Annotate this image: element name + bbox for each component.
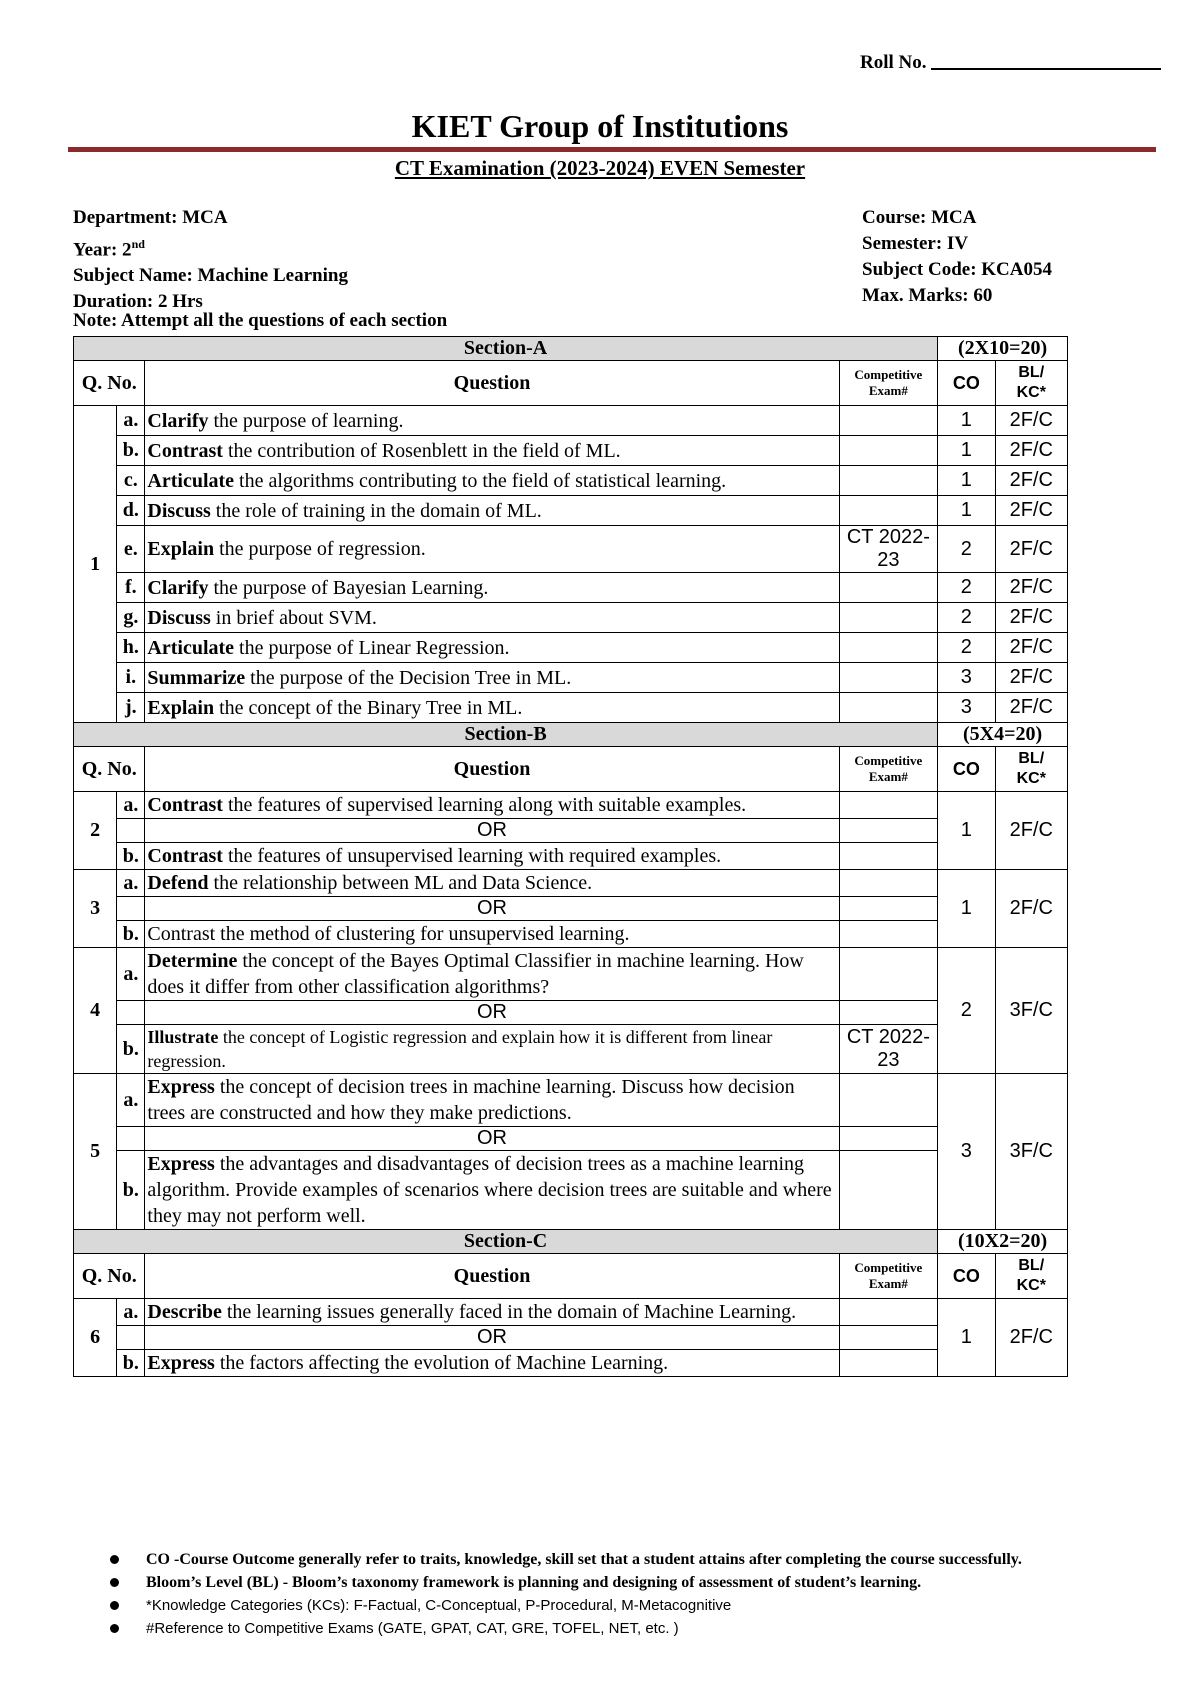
or-label: OR (145, 897, 839, 921)
section-marks: (2X10=20) (938, 337, 1068, 361)
meta-left (73, 205, 348, 315)
question-number: 6 (74, 1299, 117, 1377)
question-row (74, 693, 1068, 723)
or-label: OR (145, 1326, 839, 1350)
question-row (74, 870, 1068, 897)
course-outcome: 2 (938, 526, 995, 573)
sub-question-label: j. (117, 693, 145, 723)
question-body: the concept of the Binary Tree in ML. (214, 696, 523, 719)
exam-title: CT Examination (2023-2024) EVEN Semester (394, 156, 806, 180)
question-row (74, 948, 1068, 1001)
question-row (74, 1151, 1068, 1230)
blooms-level: 2F/C (995, 436, 1068, 466)
question-row (74, 633, 1068, 663)
question-text (145, 406, 839, 436)
roll-number-label: Roll No. (860, 52, 927, 73)
or-label: OR (145, 1127, 839, 1151)
competitive-exam-ref (839, 792, 938, 819)
blooms-level: 2F/C (995, 603, 1068, 633)
competitive-exam-ref (839, 603, 938, 633)
course-outcome: 1 (938, 436, 995, 466)
question-row (74, 603, 1068, 633)
col-competitive-exam: Competitive Exam# (839, 361, 938, 406)
question-body: the relationship between ML and Data Science. (208, 872, 593, 894)
col-qno: Q. No. (74, 747, 145, 792)
question-row (74, 406, 1068, 436)
institution-title: KIET Group of Institutions (411, 108, 789, 144)
competitive-exam-ref (839, 406, 938, 436)
question-row (74, 573, 1068, 603)
col-question: Question (145, 747, 839, 792)
question-text (145, 1025, 839, 1074)
question-body: Contrast the method of clustering for unsupervised learning. (147, 923, 630, 945)
blooms-level: 3F/C (995, 948, 1068, 1074)
blooms-level: 2F/C (995, 466, 1068, 496)
section-title: Section-A (74, 337, 938, 361)
competitive-exam-ref (839, 573, 938, 603)
column-header (74, 747, 1068, 792)
or-spacer (839, 1127, 938, 1151)
question-text (145, 948, 839, 1001)
blooms-level: 2F/C (995, 526, 1068, 573)
question-verb: Explain (147, 538, 215, 560)
column-header (74, 1254, 1068, 1299)
year: Year: 2nd (73, 237, 145, 261)
question-row (74, 466, 1068, 496)
sub-question-label: a. (117, 948, 145, 1001)
or-label: OR (145, 1001, 839, 1025)
sub-question-label: e. (117, 526, 145, 573)
sub-question-label: g. (117, 603, 145, 633)
or-spacer (839, 1001, 938, 1025)
question-verb: Contrast (147, 439, 223, 462)
question-verb: Express (147, 1153, 215, 1175)
question-body: the algorithms contributing to the field of statistical learning. (234, 469, 727, 492)
sub-question-label: b. (117, 436, 145, 466)
sub-question-label: a. (117, 1299, 145, 1326)
or-spacer (117, 897, 145, 921)
question-body: the factors affecting the evolution of Machine Learning. (214, 1352, 669, 1374)
col-competitive-exam: Competitive Exam# (839, 747, 938, 792)
or-row (74, 1127, 1068, 1151)
col-co: CO (938, 1254, 995, 1299)
question-verb: Describe (147, 1301, 222, 1323)
question-text (145, 1350, 839, 1377)
question-body: the role of training in the domain of ML. (210, 499, 542, 522)
competitive-exam-ref: CT 2022-23 (839, 526, 938, 573)
or-spacer (117, 1001, 145, 1025)
sub-question-label: b. (117, 1350, 145, 1377)
sub-question-label: b. (117, 1151, 145, 1230)
sub-question-label: a. (117, 870, 145, 897)
question-body: the purpose of Bayesian Learning. (208, 576, 489, 599)
question-number: 1 (74, 406, 117, 723)
question-row (74, 843, 1068, 870)
question-verb: Summarize (147, 666, 246, 689)
question-verb: Determine (147, 950, 238, 972)
question-text (145, 1151, 839, 1230)
question-number: 4 (74, 948, 117, 1074)
question-row (74, 436, 1068, 466)
question-text (145, 633, 839, 663)
question-body: the features of unsupervised learning with required examples. (222, 845, 722, 867)
course-outcome: 1 (938, 466, 995, 496)
sub-question-label: a. (117, 792, 145, 819)
question-text (145, 436, 839, 466)
question-paper-table (73, 336, 1068, 1377)
question-verb: Articulate (147, 469, 235, 492)
competitive-exam-ref (839, 663, 938, 693)
question-verb: Clarify (147, 409, 209, 432)
question-row (74, 1074, 1068, 1127)
col-bl-kc: BL/ KC* (995, 361, 1068, 406)
col-bl-kc: BL/ KC* (995, 1254, 1068, 1299)
question-row (74, 921, 1068, 948)
col-qno: Q. No. (74, 361, 145, 406)
question-body: the purpose of regression. (214, 538, 426, 560)
footnote-co: CO -Course Outcome generally refer to traits, knowledge, skill set that a student attains after completing the course successfully. (108, 1548, 1022, 1571)
sub-question-label: b. (117, 843, 145, 870)
or-row (74, 897, 1068, 921)
sub-question-label: b. (117, 1025, 145, 1074)
or-spacer (117, 819, 145, 843)
title-divider (68, 147, 1156, 152)
or-row (74, 1326, 1068, 1350)
course-outcome: 1 (938, 1299, 995, 1377)
col-co: CO (938, 361, 995, 406)
question-verb: Defend (147, 872, 209, 894)
semester: Semester: IV (862, 233, 969, 254)
question-body: the concept of Logistic regression and explain how it is different from linear regression. (147, 1027, 773, 1071)
competitive-exam-ref (839, 633, 938, 663)
sub-question-label: a. (117, 1074, 145, 1127)
question-text (145, 496, 839, 526)
section-header (74, 723, 1068, 747)
col-bl-kc: BL/ KC* (995, 747, 1068, 792)
meta-right (862, 205, 1052, 309)
question-body: the purpose of Linear Regression. (234, 636, 510, 659)
or-spacer (117, 1326, 145, 1350)
section-title: Section-C (74, 1230, 938, 1254)
col-qno: Q. No. (74, 1254, 145, 1299)
section-marks: (5X4=20) (938, 723, 1068, 747)
competitive-exam-ref (839, 496, 938, 526)
competitive-exam-ref (839, 921, 938, 948)
sub-question-label: c. (117, 466, 145, 496)
competitive-exam-ref (839, 466, 938, 496)
question-row (74, 526, 1068, 573)
col-question: Question (145, 1254, 839, 1299)
department: Department: MCA (73, 207, 228, 228)
or-row (74, 819, 1068, 843)
column-header (74, 361, 1068, 406)
competitive-exam-ref (839, 870, 938, 897)
competitive-exam-ref (839, 1299, 938, 1326)
question-text (145, 693, 839, 723)
competitive-exam-ref (839, 948, 938, 1001)
or-spacer (839, 897, 938, 921)
question-body: the concept of decision trees in machine learning. Discuss how decision trees are constructed and how they make predictions. (147, 1076, 795, 1124)
question-text (145, 603, 839, 633)
footnote-bl: Bloom’s Level (BL) - Bloom’s taxonomy framework is planning and designing of assessment of student’s learning. (108, 1571, 1022, 1594)
blooms-level: 2F/C (995, 870, 1068, 948)
or-label: OR (145, 819, 839, 843)
section-header (74, 1230, 1068, 1254)
or-spacer (839, 1326, 938, 1350)
sub-question-label: h. (117, 633, 145, 663)
question-text (145, 573, 839, 603)
footnote-kc: *Knowledge Categories (KCs): F-Factual, C-Conceptual, P-Procedural, M-Metacognitive (108, 1594, 1022, 1617)
question-verb: Illustrate (147, 1027, 219, 1047)
blooms-level: 2F/C (995, 792, 1068, 870)
question-text (145, 1074, 839, 1127)
course-outcome: 3 (938, 663, 995, 693)
or-spacer (117, 1127, 145, 1151)
course-outcome: 2 (938, 573, 995, 603)
question-number: 5 (74, 1074, 117, 1230)
instructions-note: Note: Attempt all the questions of each section (73, 310, 448, 331)
footnote-competitive: #Reference to Competitive Exams (GATE, GPAT, CAT, GRE, TOFEL, NET, etc. ) (108, 1617, 1022, 1640)
question-body: the purpose of the Decision Tree in ML. (245, 666, 572, 689)
question-body: the learning issues generally faced in the domain of Machine Learning. (221, 1301, 797, 1323)
course-outcome: 3 (938, 693, 995, 723)
question-verb: Articulate (147, 636, 235, 659)
course-outcome: 1 (938, 406, 995, 436)
subject-name: Subject Name: Machine Learning (73, 265, 348, 287)
question-text (145, 870, 839, 897)
sub-question-label: f. (117, 573, 145, 603)
question-row (74, 792, 1068, 819)
question-row (74, 496, 1068, 526)
question-verb: Explain (147, 696, 215, 719)
footnotes (108, 1548, 1022, 1640)
or-spacer (839, 819, 938, 843)
sub-question-label: b. (117, 921, 145, 948)
question-body: the concept of the Bayes Optimal Classifier in machine learning. How does it differ from other classification algorithms? (147, 950, 804, 998)
question-row (74, 1025, 1068, 1074)
blooms-level: 3F/C (995, 1074, 1068, 1230)
question-verb: Discuss (147, 606, 211, 629)
question-number: 3 (74, 870, 117, 948)
question-verb: Clarify (147, 576, 209, 599)
blooms-level: 2F/C (995, 573, 1068, 603)
roll-number-blank (931, 68, 1161, 70)
competitive-exam-ref (839, 1151, 938, 1230)
course-outcome: 1 (938, 496, 995, 526)
question-row (74, 1299, 1068, 1326)
question-verb: Contrast (147, 845, 223, 867)
question-text (145, 663, 839, 693)
question-text (145, 466, 839, 496)
sub-question-label: a. (117, 406, 145, 436)
blooms-level: 2F/C (995, 496, 1068, 526)
question-body: the purpose of learning. (208, 409, 404, 432)
question-text (145, 921, 839, 948)
question-number: 2 (74, 792, 117, 870)
col-competitive-exam: Competitive Exam# (839, 1254, 938, 1299)
section-title: Section-B (74, 723, 938, 747)
course-outcome: 1 (938, 792, 995, 870)
course-outcome: 1 (938, 870, 995, 948)
duration: Duration: 2 Hrs (73, 291, 203, 313)
course: Course: MCA (862, 207, 977, 228)
question-text (145, 792, 839, 819)
course-outcome: 2 (938, 633, 995, 663)
question-verb: Discuss (147, 499, 211, 522)
competitive-exam-ref (839, 1350, 938, 1377)
blooms-level: 2F/C (995, 633, 1068, 663)
col-question: Question (145, 361, 839, 406)
course-outcome: 3 (938, 1074, 995, 1230)
or-row (74, 1001, 1068, 1025)
competitive-exam-ref: CT 2022-23 (839, 1025, 938, 1074)
sub-question-label: d. (117, 496, 145, 526)
question-body: the features of supervised learning along with suitable examples. (222, 794, 747, 816)
section-marks: (10X2=20) (938, 1230, 1068, 1254)
sub-question-label: i. (117, 663, 145, 693)
question-verb: Contrast (147, 794, 223, 816)
max-marks: Max. Marks: 60 (862, 285, 993, 306)
blooms-level: 2F/C (995, 1299, 1068, 1377)
competitive-exam-ref (839, 693, 938, 723)
question-verb: Express (147, 1352, 215, 1374)
subject-code: Subject Code: KCA054 (862, 259, 1052, 280)
question-row (74, 663, 1068, 693)
question-text (145, 1299, 839, 1326)
section-header (74, 337, 1068, 361)
course-outcome: 2 (938, 948, 995, 1074)
col-co: CO (938, 747, 995, 792)
blooms-level: 2F/C (995, 663, 1068, 693)
question-body: the contribution of Rosenblett in the field of ML. (222, 439, 621, 462)
question-text (145, 843, 839, 870)
competitive-exam-ref (839, 1074, 938, 1127)
question-row (74, 1350, 1068, 1377)
question-body: the advantages and disadvantages of decision trees as a machine learning algorithm. Provide examples of scenarios where decision trees are suitable and where they may not perform well. (147, 1153, 832, 1227)
question-text (145, 526, 839, 573)
roll-number-field (860, 52, 1161, 74)
competitive-exam-ref (839, 843, 938, 870)
question-verb: Express (147, 1076, 215, 1098)
blooms-level: 2F/C (995, 406, 1068, 436)
competitive-exam-ref (839, 436, 938, 466)
question-body: in brief about SVM. (210, 606, 377, 629)
blooms-level: 2F/C (995, 693, 1068, 723)
course-outcome: 2 (938, 603, 995, 633)
